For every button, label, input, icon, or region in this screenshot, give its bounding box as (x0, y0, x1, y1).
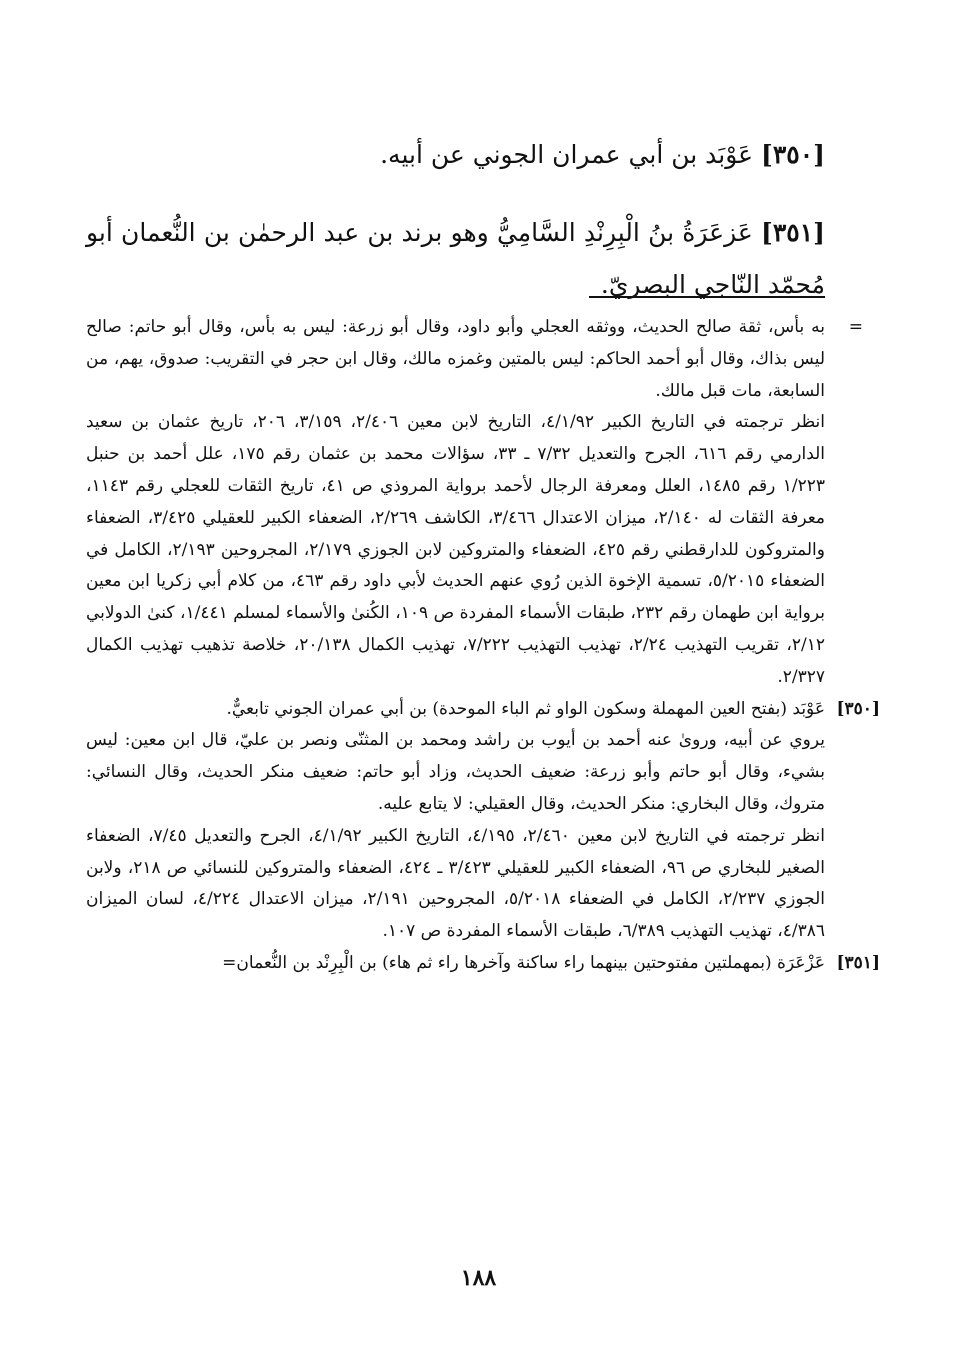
footnote-paragraph: انظر ترجمته في التاريخ لابن معين ٢/٤٦٠، ٤/١٩٥، التاريخ الكبير ٤/١/٩٢، الجرح والتعديل ٧/٤٥، الضعفاء الصغير للبخاري ص ٩٦، الضعفاء الكبير للعقيلي ٣/٤٢٣ ـ ٤٢٤، الضعفاء والمتروكين للنسائي ص ٢١٨، ولابن الجوزي ٢/٢٣٧، الكامل في الضعفاء ٥/٢٠١٨، المجروحين ٢/١٩١، ميزان الاعتدال ٤/٢٢٤، لسان الميزان ٤/٣٨٦، تهذيب التهذيب ٦/٣٨٩، طبقات الأسماء المفردة ص ١٠٧. (86, 825, 826, 942)
footnote-number: [٣٥١] (836, 952, 880, 973)
footnote-paragraph: انظر ترجمته في التاريخ الكبير ٤/١/٩٢، التاريخ لابن معين ٢/٤٠٦، ٣/١٥٩، ٢٠٦، تاريخ عثمان بن سعيد الدارمي رقم ٦١٦، الجرح والتعديل ٧/٣٢ ـ ٣٣، سؤالات محمد بن عثمان رقم ١٧٥، علل أحمد بن حنبل ١/٢٢٣ رقم ١٤٨٥، العلل ومعرفة الرجال لأحمد برواية المروذي ص ٤١، تاريخ الثقات للعجلي رقم ١١٤٣، معرفة الثقات له ٢/١٤٠، ميزان الاعتدال ٣/٤٦٦، الكاشف ٢/٢٦٩، الضعفاء الكبير للعقيلي ٣/٤٢٥، الضعفاء والمتروكون للدارقطني رقم ٤٢٥، الضعفاء والمتروكين لابن الجوزي ٢/١٧٩، المجروحين ٢/١٩٣، الكامل في الضعفاء ٥/٢٠١٥، تسمية الإخوة الذين رُوي عنهم الحديث لأبي داود رقم ٤٦٣، من كلام أبي زكريا ابن معين برواية ابن طهمان رقم ٢٣٢، طبقات الأسماء المفردة ص ١٠٩، الكُنىٰ والأسماء لمسلم ١/٤٤١، كنىٰ الدولابي ٢/١٢، تقريب التهذيب ٢/٢٤، تهذيب التهذيب ٧/٢٢٢، تهذيب الكمال ٢٠/١٣٨، خلاصة تذهيب تهذيب الكمال ٢/٣٢٧. (86, 412, 826, 687)
continuation-marker: = (848, 317, 863, 337)
entry-number: [٣٥١] (761, 218, 825, 247)
footnote-351 (86, 948, 880, 980)
footnote-paragraph: عَزْعَرَة (بمهملتين مفتوحتين بينهما راء ساكنة وآخرها راء ثم هاء) بن الْبِرِنْد بن النُّعمان= (222, 952, 825, 973)
footnote-separator (589, 296, 825, 298)
entry-number: [٣٥٠] (761, 140, 825, 169)
entry-text: عَوْبَد بن أبي عمران الجوني عن أبيه. (380, 140, 754, 169)
entry-text: عَزعَرَةُ بنُ الْبِرِنْدِ السَّامِيُّ وهو برند بن عبد الرحمٰن بن النُّعمان أبو مُحمّد النّاجي البصريّ. (86, 218, 825, 299)
footnotes-section (86, 312, 880, 980)
footnote-paragraph: عَوْبَد (بفتح العين المهملة وسكون الواو ثم الباء الموحدة) بن أبي عمران الجوني تابعيٌّ. (226, 698, 825, 719)
footnote-350 (86, 694, 880, 948)
main-entry-350 (86, 129, 825, 181)
footnote-continuation (86, 312, 863, 694)
footnote-number: [٣٥٠] (836, 698, 880, 719)
page-number: ١٨٨ (460, 1265, 497, 1291)
footnote-paragraph: يروي عن أبيه، وروىٰ عنه أحمد بن أيوب بن راشد ومحمد بن المثنّى ونصر بن عليّ، قال ابن معين: ليس بشيء، وقال أبو حاتم وأبو زرعة: ضعيف الحديث، وزاد أبو حاتم: ضعيف منكر الحديث، وقال النسائي: متروك، وقال البخاري: منكر الحديث، وقال العقيلي: لا يتابع عليه. (86, 730, 825, 814)
footnote-paragraph: به بأس، ثقة صالح الحديث، ووثقه العجلي وأبو داود، وقال أبو زرعة: ليس به بأس، وقال أبو حاتم: صالح ليس بذاك، وقال أبو أحمد الحاكم: ليس بالمتين وغمزه مالك، وقال ابن حجر في التقريب: صدوق، يهم، من السابعة، مات قبل مالك. (86, 317, 825, 401)
